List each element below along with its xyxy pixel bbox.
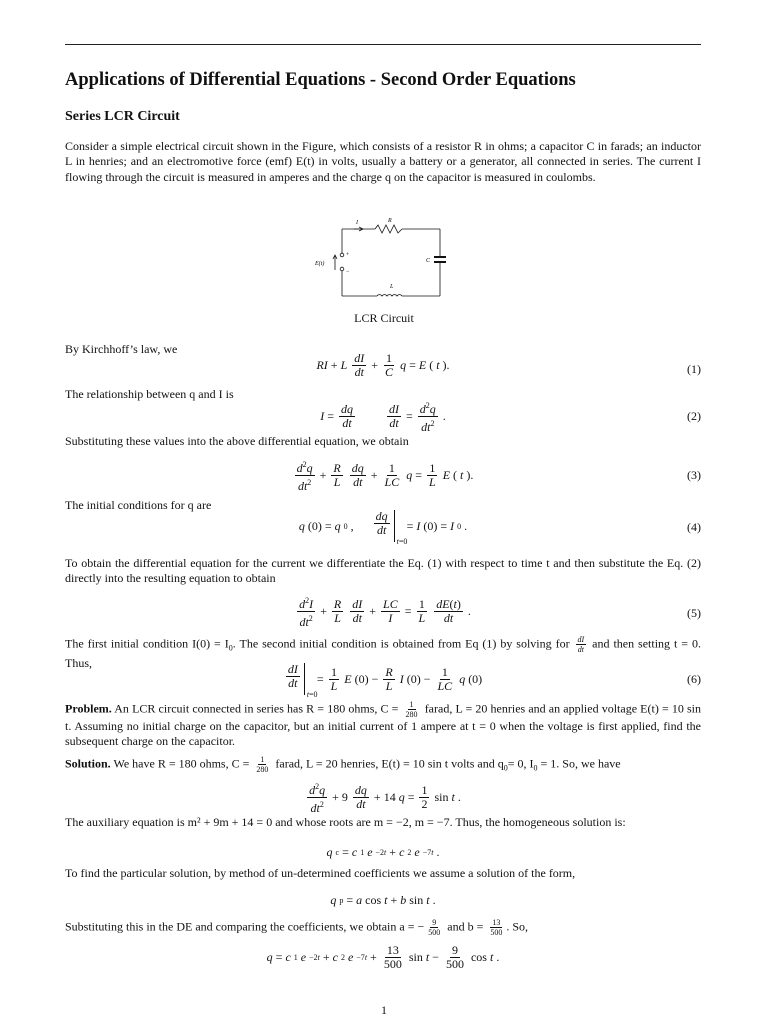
page-number: 1 [381,1003,387,1017]
current-label: I [356,220,358,226]
section-heading: Series LCR Circuit [65,109,180,124]
equation-1: RI + L $\frac{dI}{dt}$ + $\frac{1}{C}$ q = E ( t ). (1) [316,351,701,379]
minus-label: − [346,269,350,275]
figure-caption: LCR Circuit [354,311,414,325]
equation-2: I = $\frac{dq}{dt}$ $\frac{dI}{dt}$ = $\frac{d^2q}{dt^2}$ . (2) [320,401,701,434]
homogeneous-solution: q c = c 1 e −2t + c 2 e −7t . [326,845,440,859]
initial-conditions-paragraph: The initial conditions for q are [65,498,212,512]
substituting-paragraph: Substituting these values into the above differential equation, we obtain [65,434,409,448]
top-rule [65,44,701,45]
problem-paragraph: Problem. An LCR circuit connected in series has R = 180 ohms, C = $\frac{1}{280}$ farad, L = 20 henries and an applied voltage E(t) = 10 sin t. Assuming no initial charge on the capacitor, but an initial current of 1 ampere at t = 0 when the voltage is first applied, find the subsequent charge on the capacitor. [65,700,702,749]
plus-label: + [346,252,350,258]
general-solution: q = c 1 e −2t + c 2 e −7t + $\frac{13}{500}$ sin t − $\frac{9}{500}$ cos t . [266,943,500,971]
equation-number: (2) [687,409,701,423]
kirchhoff-paragraph: By Kirchhoff’s law, we [65,342,178,356]
first-initial-condition-paragraph: The first initial condition $I(0) = I_0$. The second initial condition is obtained from Eq (1) by solving for $\frac{dI}{dt}$ and then setting t = 0. Thus, [65,635,702,671]
solution-equation: $\frac{d^2q}{dt^2}$ + 9 $\frac{dq}{dt}$ + 14 q = $\frac{1}{2}$ sin t . [309,782,461,815]
capacitor-label: C [426,258,431,264]
equation-6: $\frac{dI}{dt}$ t=0 = $\frac{1}{L}$ E (0) − $\frac{R}{L}$ I (0) − $\frac{1}{LC}$ q (0) (6) [287,662,701,699]
coefficients-paragraph: Substituting this in the DE and comparing the coefficients, we obtain a = − $\frac{9}{500}$ and b = $\frac{13}{500}$ . So, [65,918,529,937]
intro-paragraph: Consider a simple electrical circuit shown in the Figure, which consists of a resistor R in ohms; a capacitor C in farads; an inductor L in henries; and an electromotive force (emf) E(t) in volts, usually a battery or a generator, all connected in series. The current I flowing through the circuit is measured in amperes and the charge q on the capacitor is measured in coulombs. [65,139,701,184]
inductor-label: L [390,284,394,290]
particular-paragraph: To find the particular solution, by method of un-determined coefficients we assume a solution of the form, [65,866,576,880]
equation-3: $\frac{d^2q}{dt^2}$ + $\frac{R}{L}$ $\frac{dq}{dt}$ + $\frac{1}{LC}$ q = $\frac{1}{L}$ E ( t ). (3) [296,460,701,493]
particular-form: q p = a cos t + b sin t . [330,893,436,907]
resistor-label: R [388,218,392,224]
solution-paragraph: Solution. We have R = 180 ohms, C = $\frac{1}{280}$ farad, L = 20 henries, E(t) = 10 sin t volts and $q_0= 0$, $I_0 = 1$. So, we have [65,755,621,774]
equation-number: (3) [687,468,701,482]
current-equation-paragraph: To obtain the differential equation for the current we differentiate the Eq. (1) with respect to time t and then substitute the Eq. (2) directly into the resulting equation to obtain [65,556,701,586]
relationship-paragraph: The relationship between q and I is [65,387,234,401]
equation-number: (5) [687,606,701,620]
equation-5: $\frac{d^2I}{dt^2}$ + $\frac{R}{L}$ $\frac{dI}{dt}$ + $\frac{LC}{I}$ = $\frac{1}{L}$ $\frac{dE(t)}{dt}$ . (5) [299,596,701,629]
equation-4: q (0) = q 0 , $\frac{dq}{dt}$ t=0 = I (0) = I 0 . (4) [298,509,701,546]
page-title: Applications of Differential Equations - Second Order Equations [65,70,576,90]
auxiliary-paragraph: The auxiliary equation is m² + 9m + 14 = 0 and whose roots are m = −2, m = −7. Thus, the homogeneous solution is: [65,815,626,829]
equation-number: (6) [687,672,701,686]
source-label: E(t) [315,261,325,267]
equation-number: (4) [687,520,701,534]
equation-number: (1) [687,362,701,376]
lcr-circuit-diagram [310,212,460,302]
